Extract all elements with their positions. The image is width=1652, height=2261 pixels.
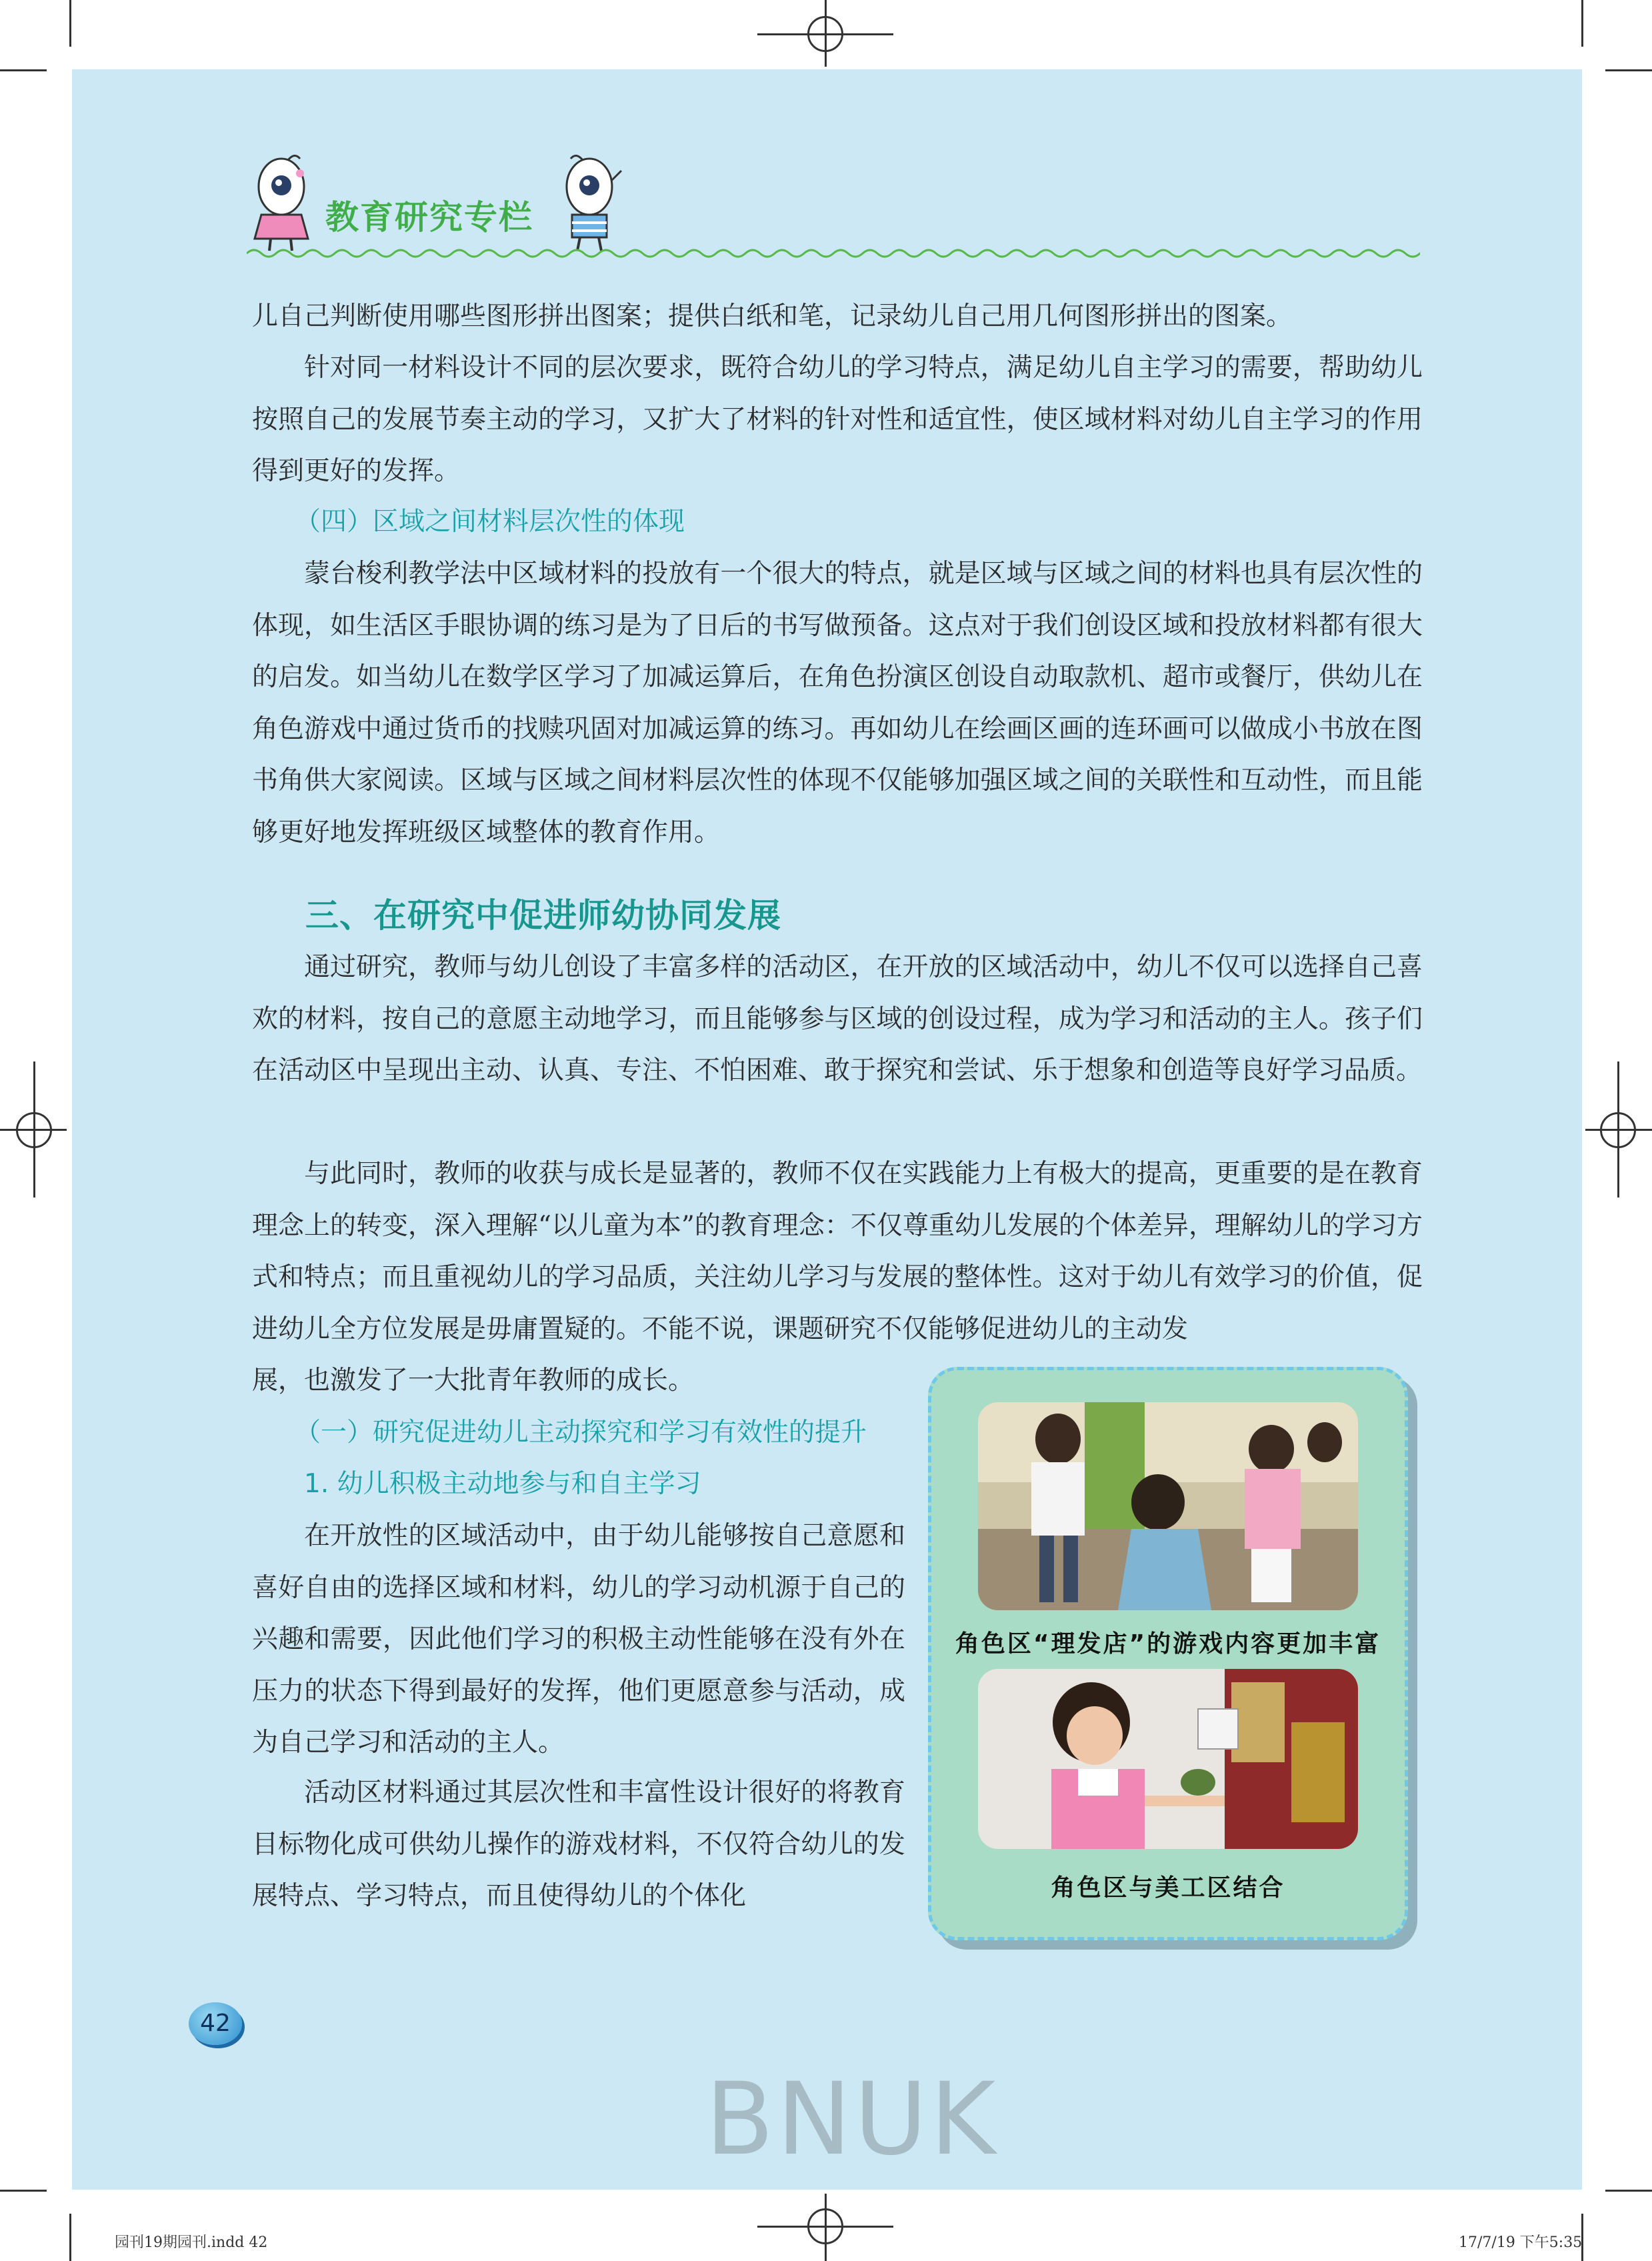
paragraph-materials-design: 活动区材料通过其层次性和丰富性设计很好的将教育目标物化成可供幼儿操作的游戏材料，不仅符合幼儿的发展特点、学习特点，而且使得幼儿的个体化: [252, 1778, 905, 1911]
print-slug-left: 园刊19期园刊.indd 42: [115, 2234, 268, 2251]
column-header: [247, 147, 1420, 260]
watermark: BNUK: [705, 2062, 999, 2178]
paragraph-teacher-growth-end: 展，也激发了一大批青年教师的成长。: [252, 1366, 695, 1396]
paragraph-montessori: 蒙台梭利教学法中区域材料的投放有一个很大的特点，就是区域与区域之间的材料也具有层次性的体现，如生活区手眼协调的练习是为了日后的书写做预备。这点对于我们创设区域和投放材料都有很大的启发。如当幼儿在数学区学习了加减运算后，在角色扮演区创设自动取款机、超市或餐厅，供幼儿在角色游戏中通过货币的找赎巩固对加减运算的练习。再如幼儿在绘画区画的连环画可以做成小书放在图书角供大家阅读。区域与区域之间材料层次性的体现不仅能够加强区域之间的关联性和互动性，而且能够更好地发挥班级区域整体的教育作用。: [252, 559, 1423, 847]
paragraph-research-results: 通过研究，教师与幼儿创设了丰富多样的活动区，在开放的区域活动中，幼儿不仅可以选择自己喜欢的材料，按自己的意愿主动地学习，而且能够参与区域的创设过程，成为学习和活动的主人。孩子们在活动区中呈现出主动、认真、专注、不怕困难、敢于探究和尝试、乐于想象和创造等良好学习品质。: [252, 952, 1423, 1085]
photo-caption-1: 角色区“理发店”的游戏内容更加丰富: [955, 1630, 1381, 1658]
column-title: 教育研究专栏: [325, 198, 533, 237]
girl-mascot-icon: [247, 153, 320, 253]
print-slug-right: 17/7/19 下午5:35: [1459, 2234, 1583, 2251]
paragraph-open-activities: 在开放性的区域活动中，由于幼儿能够按自己意愿和喜好自由的选择区域和材料，幼儿的学习动机源于自己的兴趣和需要，因此他们学习的积极主动性能够在没有外在压力的状态下得到最好的发挥，他们更愿意参与活动，成为自己学习和活动的主人。: [252, 1521, 905, 1758]
art-corner-photo: [978, 1669, 1358, 1849]
paragraph-teacher-growth: 与此同时，教师的收获与成长是显著的，教师不仅在实践能力上有极大的提高，更重要的是在教育理念上的转变，深入理解“以儿童为本”的教育理念：不仅尊重幼儿发展的个体差异，理解幼儿的学习方式和特点；而且重视幼儿的学习品质，关注幼儿学习与发展的整体性。这对于幼儿有效学习的价值，促进幼儿全方位发展是毋庸置疑的。不能不说，课题研究不仅能够促进幼儿的主动发: [252, 1159, 1423, 1344]
photo-caption-2: 角色区与美工区结合: [1051, 1874, 1285, 1902]
wavy-divider: [247, 245, 1420, 261]
section-heading-three: 三、在研究中促进师幼协同发展: [305, 895, 781, 935]
subheading-one-one: 1. 幼儿积极主动地参与和自主学习: [304, 1469, 701, 1499]
subheading-one: （一）研究促进幼儿主动探究和学习有效性的提升: [295, 1418, 867, 1448]
boy-mascot-icon: [553, 153, 627, 253]
subheading-four: （四）区域之间材料层次性的体现: [295, 507, 685, 537]
barbershop-photo: [978, 1402, 1358, 1610]
paragraph-hierarchy-requirements: 针对同一材料设计不同的层次要求，既符合幼儿的学习特点，满足幼儿自主学习的需要，帮助幼儿按照自己的发展节奏主动的学习，又扩大了材料的针对性和适宜性，使区域材料对幼儿自主学习的作用得到更好的发挥。: [252, 353, 1423, 486]
page-number-badge: 42: [189, 2002, 242, 2045]
paragraph-continuation: 儿自己判断使用哪些图形拼出图案；提供白纸和笔，记录幼儿自己用几何图形拼出的图案。: [252, 301, 1293, 331]
photo-panel: [928, 1367, 1408, 1940]
